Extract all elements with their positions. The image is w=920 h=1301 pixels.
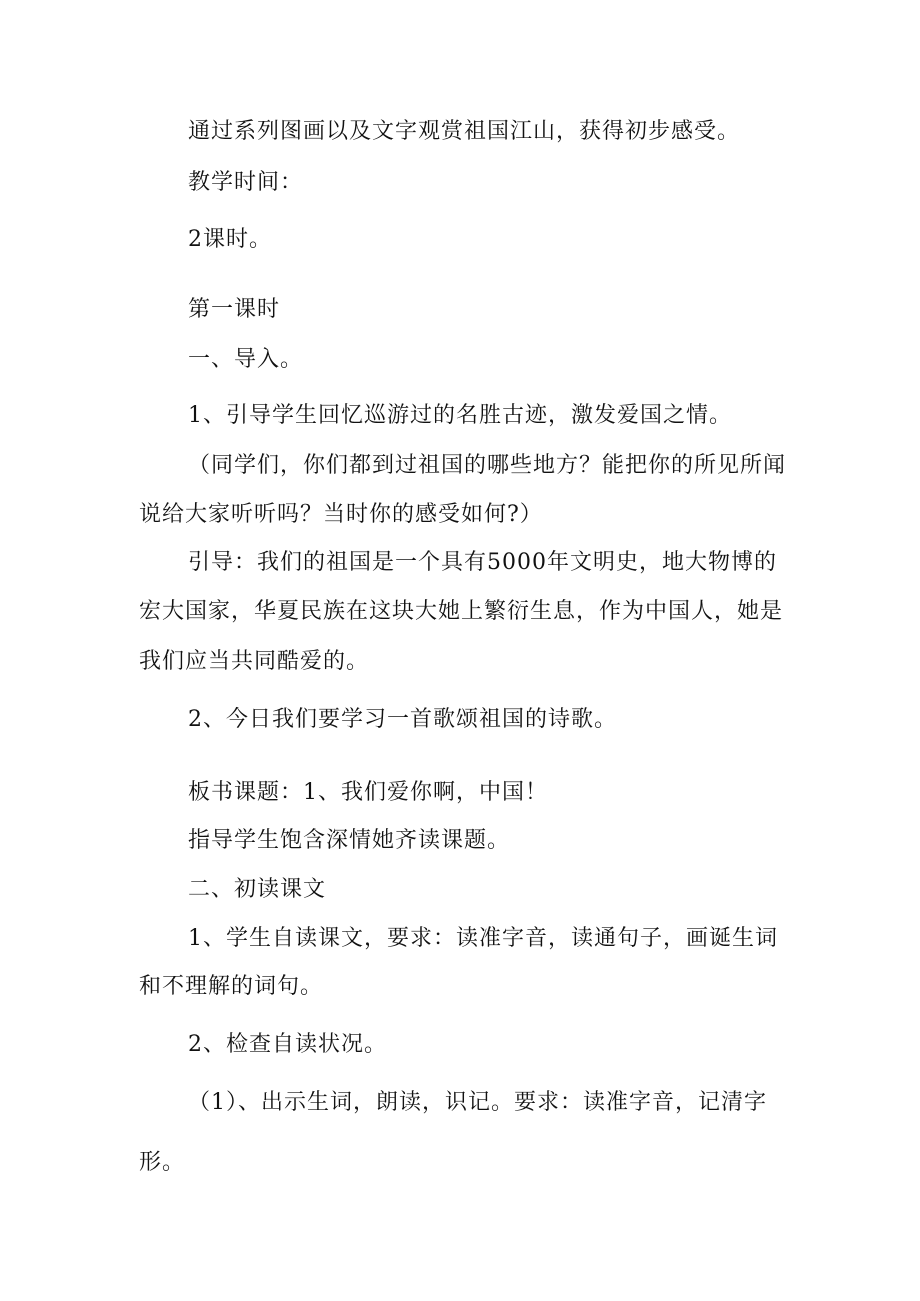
paragraph-line: 2、今日我们要学习一首歌颂祖国的诗歌。	[188, 707, 617, 732]
paragraph-line: 指导学生饱含深情她齐读课题。	[188, 828, 511, 853]
paragraph-line: 通过系列图画以及文字观赏祖国江山，获得初步感受。	[188, 119, 741, 144]
paragraph-line: 教学时间：	[188, 170, 304, 195]
section-heading: 一、导入。	[188, 347, 304, 372]
paragraph-line: 宏大国家，华夏民族在这块大她上繁衍生息，作为中国人，她是	[139, 599, 784, 624]
section-heading: 第一课时	[188, 297, 281, 322]
paragraph-line: （1）、出示生词，朗读，识记。要求：读准字音，记清字	[188, 1090, 767, 1115]
paragraph-line: 和不理解的词句。	[139, 974, 324, 999]
paragraph-line: （同学们，你们都到过祖国的哪些地方？能把你的所见所闻	[188, 453, 787, 478]
paragraph-line: 1、引导学生回忆巡游过的名胜古迹，激发爱国之情。	[188, 403, 732, 428]
paragraph-line: 引导：我们的祖国是一个具有5000年文明史，地大物博的	[188, 550, 777, 575]
paragraph-line: 1、学生自读课文，要求：读准字音，读通句子，画诞生词	[188, 926, 778, 951]
board-title-line: 板书课题：1、我们爱你啊，中国！	[188, 780, 548, 805]
paragraph-line: 说给大家听听吗？当时你的感受如何?）	[139, 502, 543, 527]
paragraph-line: 2、检查自读状况。	[188, 1032, 387, 1057]
section-heading: 二、初读课文	[188, 877, 327, 902]
paragraph-line: 我们应当共同酷爱的。	[139, 649, 370, 674]
paragraph-line: 形。	[139, 1150, 186, 1175]
paragraph-line: 2课时。	[188, 227, 272, 252]
